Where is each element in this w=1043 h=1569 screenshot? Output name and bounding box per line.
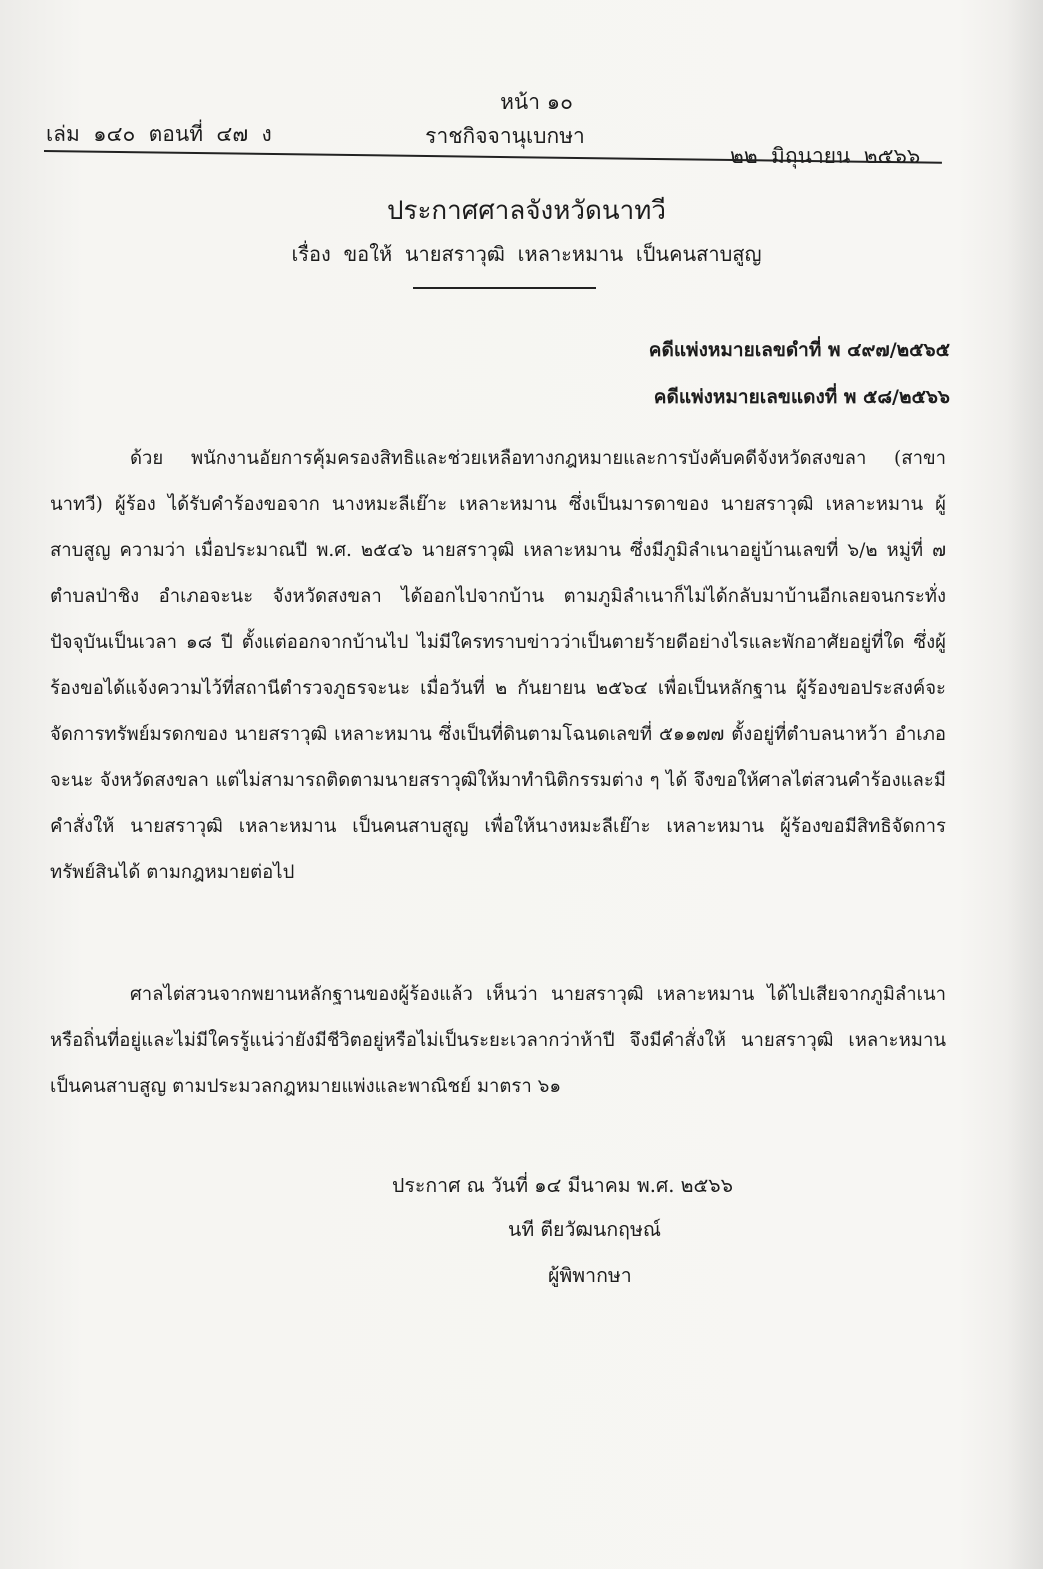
judge-position: ผู้พิพากษา [548, 1264, 632, 1287]
red-case-number: คดีแพ่งหมายเลขแดงที่ พ ๕๘/๒๕๖๖ [653, 386, 950, 408]
gazette-name: ราชกิจจานุเบกษา [425, 124, 585, 148]
publication-date: ๒๒ มิถุนายน ๒๕๖๖ [730, 144, 921, 168]
paragraph-text: ศาลไต่สวนจากพยานหลักฐานของผู้ร้องแล้ว เห็นว่า นายสราวุฒิ เหลาะหมาน ได้ไปเสียจากภูมิลำเนา หรือถิ่นที่อยู่และไม่มีใครรู้แน่ว่ายังมีชีวิตอยู่หรือไม่เป็นระยะเวลากว่าห้าปี จึงมีคำสั่งให้ นายสราวุฒิ เหลาะหมาน เป็นคนสาบสูญ ตามประมวลกฎหมายแพ่งและพาณิชย์ มาตรา ๖๑ [50, 984, 946, 1097]
judge-name: นที ตียวัฒนกฤษณ์ [508, 1218, 661, 1241]
volume-issue: เล่ม ๑๔๐ ตอนที่ ๔๗ ง [46, 122, 272, 146]
body-paragraph [50, 972, 946, 1110]
black-case-number: คดีแพ่งหมายเลขดำที่ พ ๔๙๗/๒๕๖๕ [648, 339, 950, 361]
page-edge-shadow [1007, 0, 1043, 1569]
announcement-subject: เรื่อง ขอให้ นายสราวุฒิ เหลาะหมาน เป็นคนสาบสูญ [291, 242, 762, 266]
paragraph-text: ด้วย พนักงานอัยการคุ้มครองสิทธิและช่วยเหลือทางกฎหมายและการบังคับคดีจังหวัดสงขลา (สาขานาทวี) ผู้ร้อง ได้รับคำร้องขอจาก นางหมะลีเย๊าะ เหลาะหมาน ซึ่งเป็นมารดาของ นายสราวุฒิ เหลาะหมาน ผู้สาบสูญ ความว่า เมื่อประมาณปี พ.ศ. ๒๕๔๖ นายสราวุฒิ เหลาะหมาน ซึ่งมีภูมิลำเนาอยู่บ้านเลขที่ ๖/๒ หมู่ที่ ๗ ตำบลป่าชิง อำเภอจะนะ จังหวัดสงขลา ได้ออกไปจากบ้าน ตามภูมิลำเนาก็ไม่ได้กลับมาบ้านอีกเลยจนกระทั่งปัจจุบันเป็นเวลา ๑๘ ปี ตั้งแต่ออกจากบ้านไป ไม่มีใครทราบข่าวว่าเป็นตายร้ายดีอย่างไรและพักอาศัยอยู่ที่ใด ซึ่งผู้ร้องขอได้แจ้งความไว้ที่สถานีตำรวจภูธรจะนะ เมื่อวันที่ ๒ กันยายน ๒๕๖๔ เพื่อเป็นหลักฐาน ผู้ร้องขอประสงค์จะจัดการทรัพย์มรดกของ นายสราวุฒิ เหลาะหมาน ซึ่งเป็นที่ดินตามโฉนดเลขที่ ๕๑๑๗๗ ตั้งอยู่ที่ตำบลนาหว้า อำเภอจะนะ จังหวัดสงขลา แต่ไม่สามารถติดตามนายสราวุฒิให้มาทำนิติกรรมต่าง ๆ ได้ จึงขอให้ศาลไต่สวนคำร้องและมีคำสั่งให้ นายสราวุฒิ เหลาะหมาน เป็นคนสาบสูญ เพื่อให้นางหมะลีเย๊าะ เหลาะหมาน ผู้ร้องขอมีสิทธิจัดการทรัพย์สินได้ ตามกฎหมายต่อไป [50, 448, 947, 883]
body-paragraph [50, 436, 946, 896]
announcement-title: ประกาศศาลจังหวัดนาทวี [387, 196, 666, 226]
title-divider [413, 287, 596, 289]
page-number: หน้า ๑๐ [500, 90, 573, 114]
announcement-date: ประกาศ ณ วันที่ ๑๔ มีนาคม พ.ศ. ๒๕๖๖ [392, 1174, 734, 1197]
